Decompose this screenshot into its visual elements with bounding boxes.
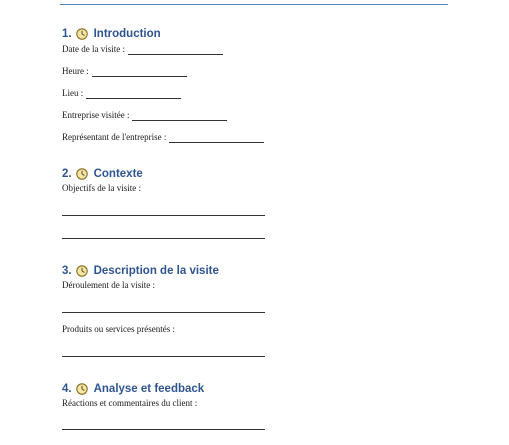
section-number: 1.	[62, 28, 72, 40]
time-field[interactable]	[62, 65, 187, 77]
client-feedback-label: Réactions et commentaires du client :	[62, 398, 198, 408]
representative-input-line[interactable]	[169, 133, 264, 143]
objectives-label: Objectifs de la visite :	[62, 183, 141, 193]
field-label: Représentant de l'entreprise :	[62, 132, 167, 142]
section-heading	[62, 166, 143, 182]
clock-icon	[76, 265, 88, 277]
progress-label: Déroulement de la visite :	[62, 280, 155, 290]
clock-icon	[76, 168, 88, 180]
objectives-answer-line-2[interactable]	[62, 238, 265, 239]
section-title: Analyse et feedback	[93, 383, 205, 395]
products-label: Produits ou services présentés :	[62, 324, 175, 334]
progress-answer-line[interactable]	[62, 312, 265, 313]
section-heading	[62, 26, 161, 42]
section-title: Contexte	[93, 168, 143, 180]
date-input-line[interactable]	[128, 45, 223, 55]
clock-icon	[76, 28, 88, 40]
time-input-line[interactable]	[92, 67, 187, 77]
place-field[interactable]	[62, 87, 181, 99]
field-label: Date de la visite :	[62, 44, 125, 54]
section-number: 2.	[62, 168, 72, 180]
objectives-answer-line-1[interactable]	[62, 215, 265, 216]
section-heading	[62, 381, 204, 397]
client-feedback-answer-line[interactable]	[62, 429, 265, 430]
section-number: 4.	[62, 383, 72, 395]
field-label: Lieu :	[62, 88, 84, 98]
products-answer-line[interactable]	[62, 356, 265, 357]
header-rule	[60, 4, 448, 5]
section-title: Introduction	[93, 28, 161, 40]
clock-icon	[76, 383, 88, 395]
section-title: Description de la visite	[93, 265, 219, 277]
section-analyse	[62, 381, 205, 408]
company-input-line[interactable]	[132, 111, 227, 121]
section-description	[62, 263, 219, 334]
section-number: 3.	[62, 265, 72, 277]
place-input-line[interactable]	[86, 89, 181, 99]
field-label: Heure :	[62, 66, 89, 76]
section-heading	[62, 263, 219, 279]
company-field[interactable]	[62, 109, 227, 121]
field-label: Entreprise visitée :	[62, 110, 130, 120]
date-field[interactable]	[62, 43, 223, 55]
section-contexte	[62, 166, 143, 193]
section-introduction	[62, 26, 167, 142]
representative-field[interactable]	[62, 131, 264, 143]
